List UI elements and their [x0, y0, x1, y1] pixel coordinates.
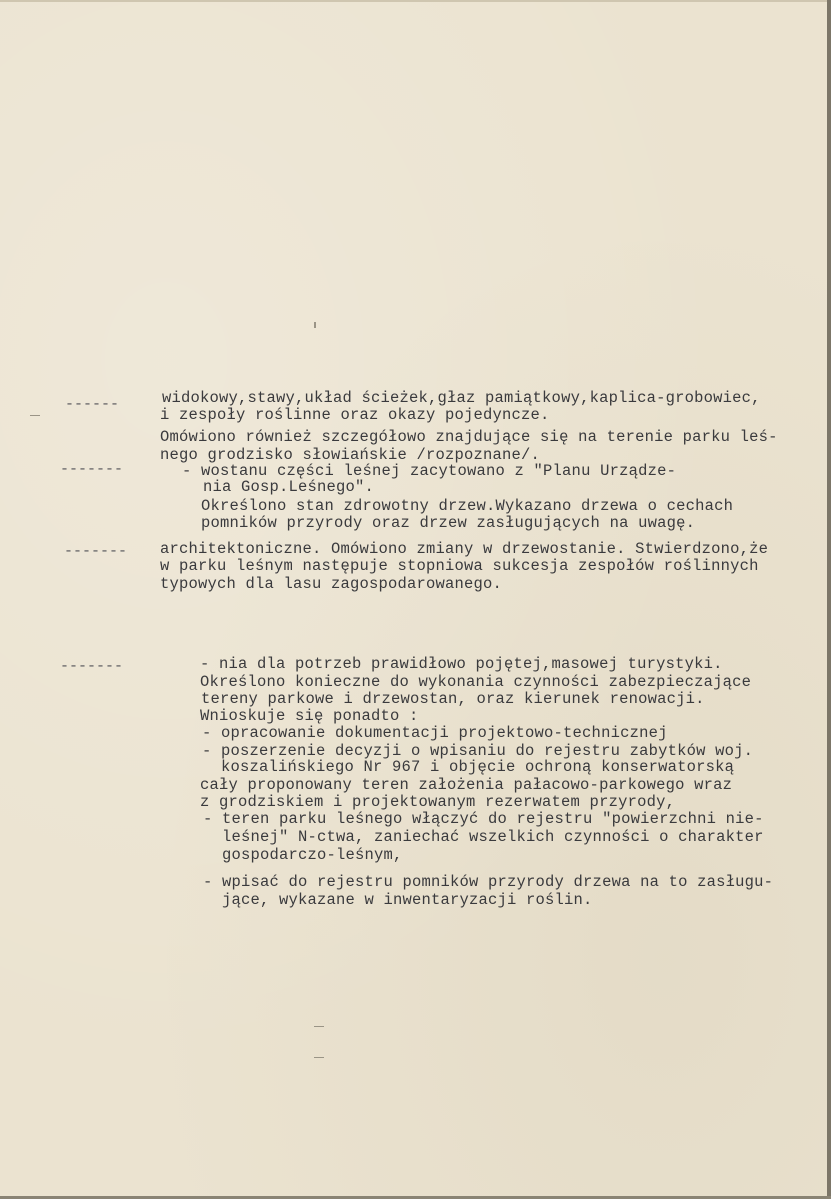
text-line: - opracowanie dokumentacji projektowo-technicznej [202, 724, 668, 742]
text-line: - nia dla potrzeb prawidłowo pojętej,masowej turystyki. [200, 655, 723, 673]
text-line: koszalińskiego Nr 967 i objęcie ochroną konserwatorską [202, 758, 735, 776]
text-line: i zespoły roślinne oraz okazy pojedyncze. [160, 406, 550, 424]
text-line: nia Gosp.Leśnego". [203, 478, 375, 496]
text-line: jące, wykazane w inwentaryzacji roślin. [203, 891, 593, 909]
faint-tick [314, 322, 316, 328]
margin-mark: ------ [65, 396, 120, 413]
text-line: widokowy,stawy,układ ścieżek,głaz pamiątkowy,kaplica-grobowiec, [162, 389, 761, 407]
faint-tick [314, 1057, 324, 1058]
text-line: pomników przyrody oraz drzew zasługujących na uwagę. [201, 514, 696, 532]
text-line: leśnej" N-ctwa, zaniechać wszelkich czynności o charakter [203, 828, 764, 846]
margin-mark: ------- [60, 461, 124, 478]
text-line: cały proponowany teren założenia pałacowo-parkowego wraz [200, 776, 733, 794]
text-line: tereny parkowe i drzewostan, oraz kierunek renowacji. [201, 690, 705, 708]
text-line: - teren parku leśnego włączyć do rejestru "powierzchni nie- [203, 810, 764, 828]
margin-mark: ------- [60, 658, 124, 675]
text-line: architektoniczne. Omówiono zmiany w drzewostanie. Stwierdzono,że [160, 540, 769, 558]
page-right-edge [827, 0, 831, 1199]
text-line: Określono stan zdrowotny drzew.Wykazano drzewa o cechach [201, 497, 734, 515]
text-line: Wnioskuje się ponadto : [200, 707, 419, 725]
text-line: z grodziskiem i projektowanym rezerwatem przyrody, [200, 793, 676, 811]
text-line: nego grodzisko słowiańskie /rozpoznane/. [160, 446, 541, 464]
faint-tick [30, 415, 40, 416]
text-line: - wpisać do rejestru pomników przyrody drzewa na to zasługu- [203, 873, 774, 891]
margin-mark: ------- [64, 543, 128, 560]
text-line: typowych dla lasu zagospodarowanego. [160, 575, 503, 593]
text-line: Omówiono również szczegółowo znajdujące się na terenie parku leś- [160, 428, 778, 446]
text-line: - poszerzenie decyzji o wpisaniu do rejestru zabytków woj. [202, 742, 754, 760]
text-line: - wostanu części leśnej zacytowano z "Planu Urządze- [182, 462, 677, 480]
text-line: gospodarczo-leśnym, [203, 846, 403, 864]
faint-tick [314, 1026, 324, 1027]
page-top-edge [0, 0, 831, 2]
text-line: Określono konieczne do wykonania czynności zabezpieczające [200, 673, 752, 691]
text-line: w parku leśnym następuje stopniowa sukcesja zespołów roślinnych [160, 557, 759, 575]
